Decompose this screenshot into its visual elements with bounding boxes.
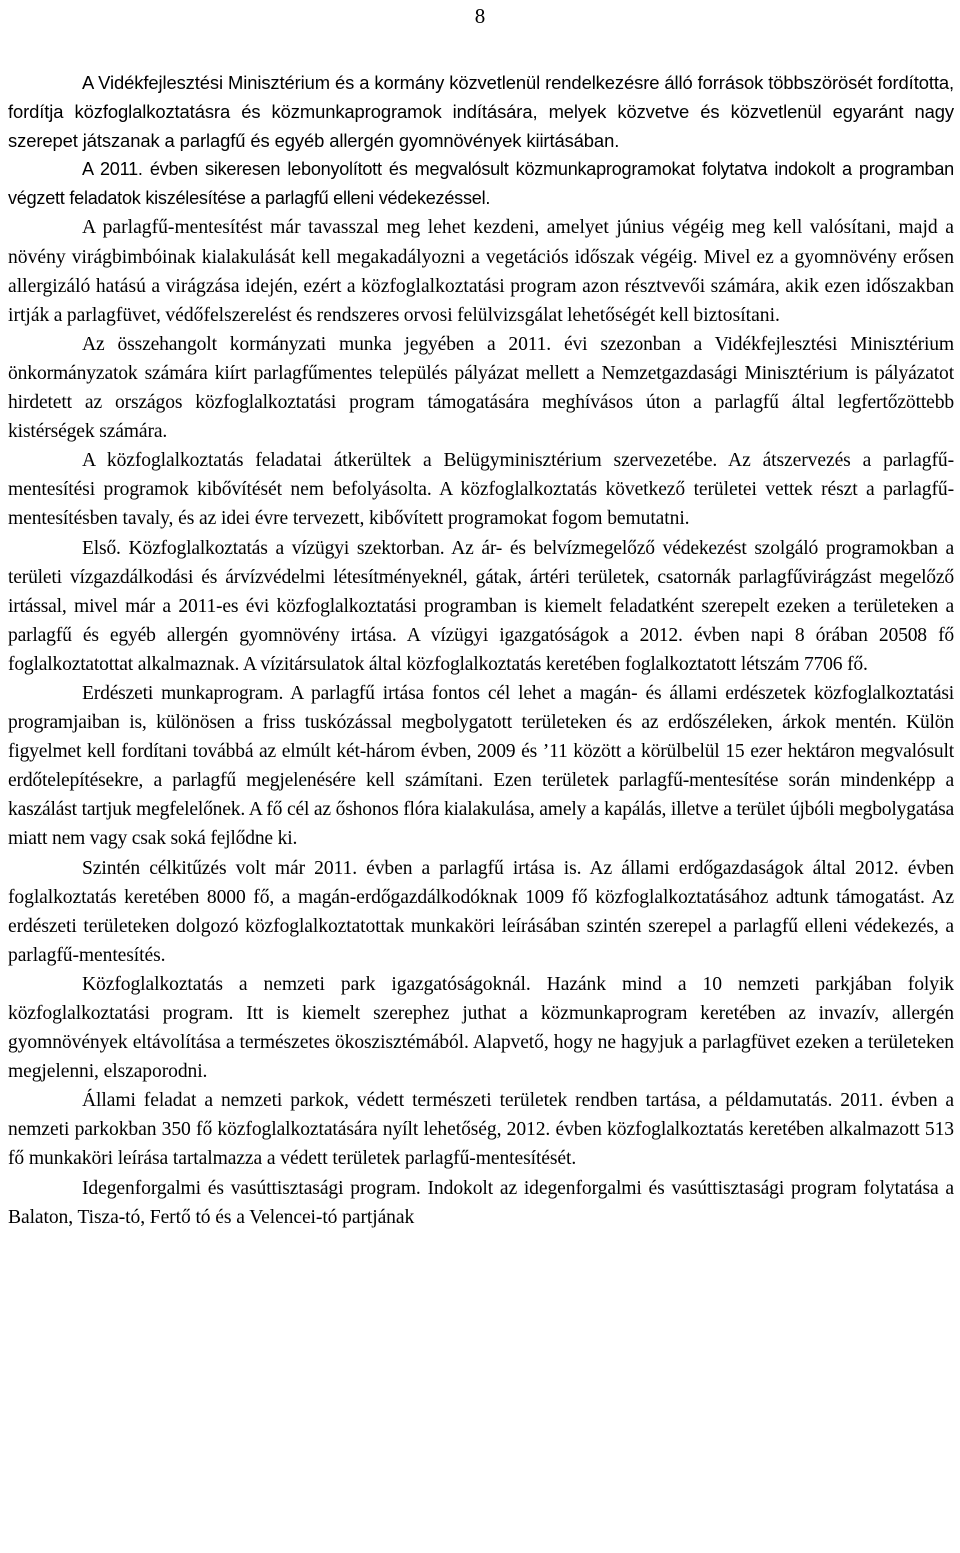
paragraph-5: A közfoglalkoztatás feladatai átkerültek a Belügyminisztérium szervezetébe. Az átszervezés a parlagfű-mentesítési programok kibővítését nem befolyásolta. A közfoglalkoztatás következő területei vettek részt a parlagfű-mentesítésben tavaly, és az idei évre tervezett, kibővített programokat fogom bemutatni. [8, 450, 954, 530]
paragraph-9: Közfoglalkoztatás a nemzeti park igazgatóságoknál. Hazánk mind a 10 nemzeti parkjában folyik közfoglalkoztatási program. Itt is kiemelt szerephez juthat a közmunkaprogram keretében az invazív, allergén gyomnövények eltávolítása a természetes ökoszisztémából. Alapvető, hogy ne hagyjuk a parlagfüvet ezeken a területeken megjelenni, elszaporodni. [8, 973, 954, 1083]
paragraph-3: A parlagfű-mentesítést már tavasszal meg lehet kezdeni, amelyet június végéig meg kell valósítani, majd a növény virágbimbóinak kialakulását kell megakadályozni a vegetációs időszak végéig. Mivel ez a gyomnövény erősen allergizáló hatású a virágzása idején, ezért a közfoglalkoztatási program azon résztvevői számára, akik ezen időszakban irtják a parlagfüvet, védőfelszerelést és rendszeres orvosi felülvizsgálat lehetőségét kell biztosítani. [8, 217, 954, 326]
paragraph-8: Szintén célkitűzés volt már 2011. évben a parlagfű irtása is. Az állami erdőgazdaságok által 2012. évben foglalkoztatás keretében 8000 fő, a magán-erdőgazdálkodóknak 1009 fő közfoglalkoztatásához adtunk támogatást. Az erdészeti területeken dolgozó közfoglalkoztatottak munkaköri leírásában szintén szerepel a parlagfű elleni védekezés, a parlagfű-mentesítés. [8, 857, 954, 966]
paragraph-6: Első. Közfoglalkoztatás a vízügyi szektorban. Az ár- és belvízmegelőző védekezést szolgáló programokban a területi vízgazdálkodási és árvízvédelmi létesítményeknél, gátak, ártéri területek, csatornák parlagfűvirágzást megelőző irtással, mivel már a 2011-es évi közfoglalkoztatási programban is kiemelt feladatként szerepelt ezeken a területeken a parlagfű és egyéb allergén gyomnövény irtása. A vízügyi igazgatóságok a 2012. évben napi 8 órában 20508 fő foglalkoztatottat alkalmaznak. A vízitársulatok által közfoglalkoztatás keretében foglalkoztatott létszám 7706 fő. [8, 537, 954, 675]
paragraph-4: Az összehangolt kormányzati munka jegyében a 2011. évi szezonban a Vidékfejlesztési Minisztérium önkormányzatok számára kiírt parlagfűmentes település pályázat mellett a Nemzetgazdasági Minisztérium is pályázatot hirdetett az országos közfoglalkoztatási program támogatására meghívásos úton a parlagfű által legfertőzöttebb kistérségek számára. [8, 333, 954, 443]
paragraph-1: A Vidékfejlesztési Minisztérium és a kormány közvetlenül rendelkezésre álló források többszörösét fordította, fordítja közfoglalkoztatásra és közmunkaprogramok indítására, melyek közvetve és közvetlenül egyaránt nagy szerepet játszanak a parlagfű és egyéb allergén gyomnövények kiirtásában. [8, 72, 954, 152]
paragraph-7: Erdészeti munkaprogram. A parlagfű irtása fontos cél lehet a magán- és állami erdészetek közfoglalkoztatási programjaiban is, különösen a friss tuskózással megbolygatott területeken és az erdőszéleken, árkok mentén. Külön figyelmet kell fordítani továbbá az elmúlt két-három évben, 2009 és ’11 között a körülbelül 15 ezer hektáron megvalósult erdőtelepítésekre, a parlagfű megjelenésére kell számítani. Ezen területek parlagfű-mentesítése során mindenképp a kaszálást tartjuk megfelelőnek. A fő cél az őshonos flóra kialakulása, amely a kapálás, illetve a terület újbóli megbolygatása miatt nem vagy csak soká fejlődne ki. [8, 682, 954, 850]
page-number: 8 [474, 4, 486, 28]
paragraph-11: Idegenforgalmi és vasúttisztasági program. Indokolt az idegenforgalmi és vasúttisztasági program folytatása a Balaton, Tisza-tó, Fertő tó és a Velencei-tó partjának [8, 1177, 954, 1228]
document-body [8, 68, 954, 1232]
paragraph-2: A 2011. évben sikeresen lebonyolított és megvalósult közmunkaprogramokat folytatva indokolt a programban végzett feladatok kiszélesítése a parlagfű elleni védekezéssel. [8, 159, 954, 209]
paragraph-10: Állami feladat a nemzeti parkok, védett természeti területek rendben tartása, a példamutatás. 2011. évben a nemzeti parkokban 350 fő közfoglalkoztatására nyílt lehetőség, 2012. évben közfoglalkoztatás keretében alkalmazott 513 fő munkaköri leírása tartalmazza a védett területek parlagfű-mentesítését. [8, 1090, 954, 1170]
